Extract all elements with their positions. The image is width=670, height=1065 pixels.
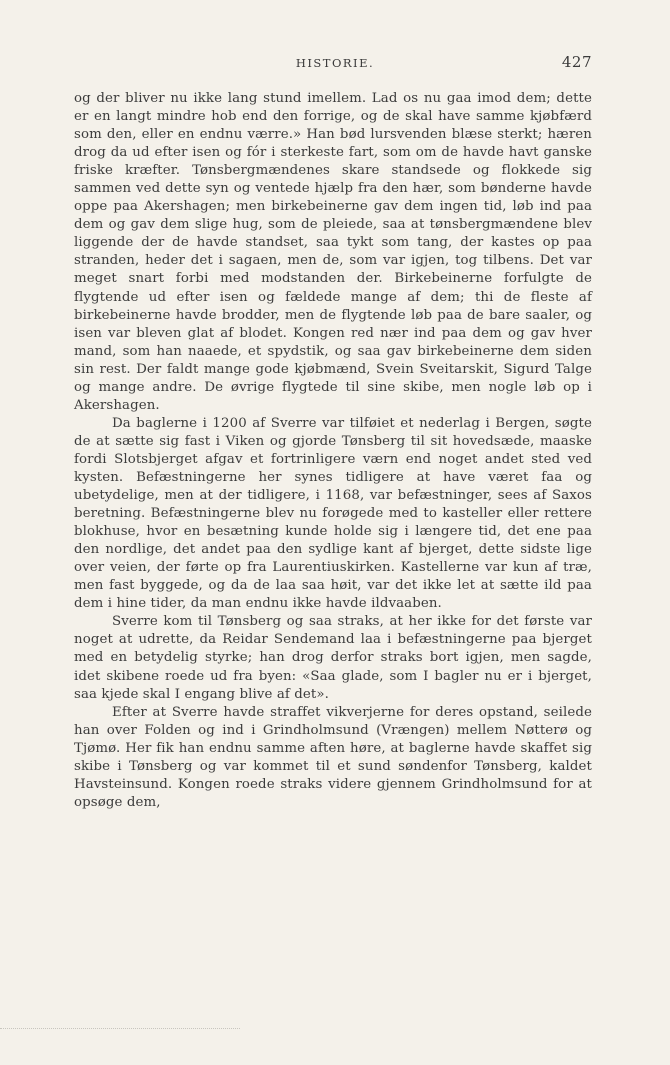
paragraph-vikverjerne: Efter at Sverre havde straffet vikverjerne for deres opstand, seilede han over Folden og ind i Grindholmsund (Vrængen) mellem Nøtterø og Tjømø. Her fik han endnu samme aften høre, at baglerne havde skaffet sig skibe i Tønsberg og var kommet til et sund søndenfor Tønsberg, kaldet Havsteinsund. Kongen roede straks videre gjennem Grindholmsund for at opsøge dem, <box>74 704 592 810</box>
paragraph-sverre-tonsberg: Sverre kom til Tønsberg og saa straks, at her ikke for det første var noget at udrette, da Reidar Sendemand laa i befæstningerne paa bjerget med en betydelig styrke; han drog derfor straks bort igjen, men sagde, idet skibene roede ud fra byen: «Saa glade, som I bagler nu er i bjerget, saa kjede skal I engang blive af det». <box>74 614 592 702</box>
body-text <box>74 90 592 812</box>
bottom-edge-rule <box>0 1028 240 1029</box>
running-title: HISTORIE. <box>295 56 375 70</box>
paragraph-continued: og der bliver nu ikke lang stund imellem. Lad os nu gaa imod dem; dette er en langt mindre hob end den forrige, og de skal have samme kjøbfærd som den, eller en endnu værre.» Han bød lursvenden blæse sterkt; hæren drog da ud efter isen og fór i sterkeste fart, som om de havde havt ganske friske kræfter. Tønsbergmændenes skare standsede og flokkede sig sammen ved dette syn og ventede hjælp fra den hær, som bønderne havde oppe paa Akershagen; men birkebeinerne gav dem ingen tid, løb ind paa dem og gav dem slige hug, som de pleiede, saa at tønsbergmændene blev liggende der de havde standset, saa tykt som tang, der kastes op paa stranden, heder det i sagaen, men de, som var igjen, tog tilbens. Det var meget snart forbi med modstanden der. Birkebeinerne forfulgte de flygtende ud efter isen og fældede mange af dem; thi de fleste af birkebeinerne havde brodder, men de flygtende løb paa de bare saaler, og isen var bleven glat af blodet. Kongen red nær ind paa dem og gav hver mand, som han naaede, et spydstik, og saa gav birkebeinerne dem siden sin rest. Der faldt mange gode kjøbmænd, Svein Sveitarskit, Sigurd Talge og mange andre. De øvrige flygtede til sine skibe, men nogle løb op i Akershagen. <box>74 91 592 413</box>
page-number: 427 <box>561 53 592 71</box>
running-head <box>0 53 670 73</box>
paragraph-baglerne: Da baglerne i 1200 af Sverre var tilføiet et nederlag i Bergen, søgte de at sætte sig fast i Viken og gjorde Tønsberg til sit hovedsæde, maaske fordi Slotsbjerget afgav et fortrinligere værn end noget andet sted ved kysten. Befæstningerne her synes tidligere at have været faa og ubetydelige, men at der tidligere, i 1168, var befæstninger, sees af Saxos beretning. Befæstningerne blev nu forøgede med to kasteller eller rettere blokhuse, hvor en besætning kunde holde sig i længere tid, det ene paa den nordlige, det andet paa den sydlige kant af bjerget, dette sidste lige over veien, der førte op fra Laurentiuskirken. Kastellerne var kun af træ, men fast byggede, og da de laa saa høit, var det ikke let at sætte ild paa dem i hine tider, da man endnu ikke havde ildvaaben. <box>74 415 592 612</box>
